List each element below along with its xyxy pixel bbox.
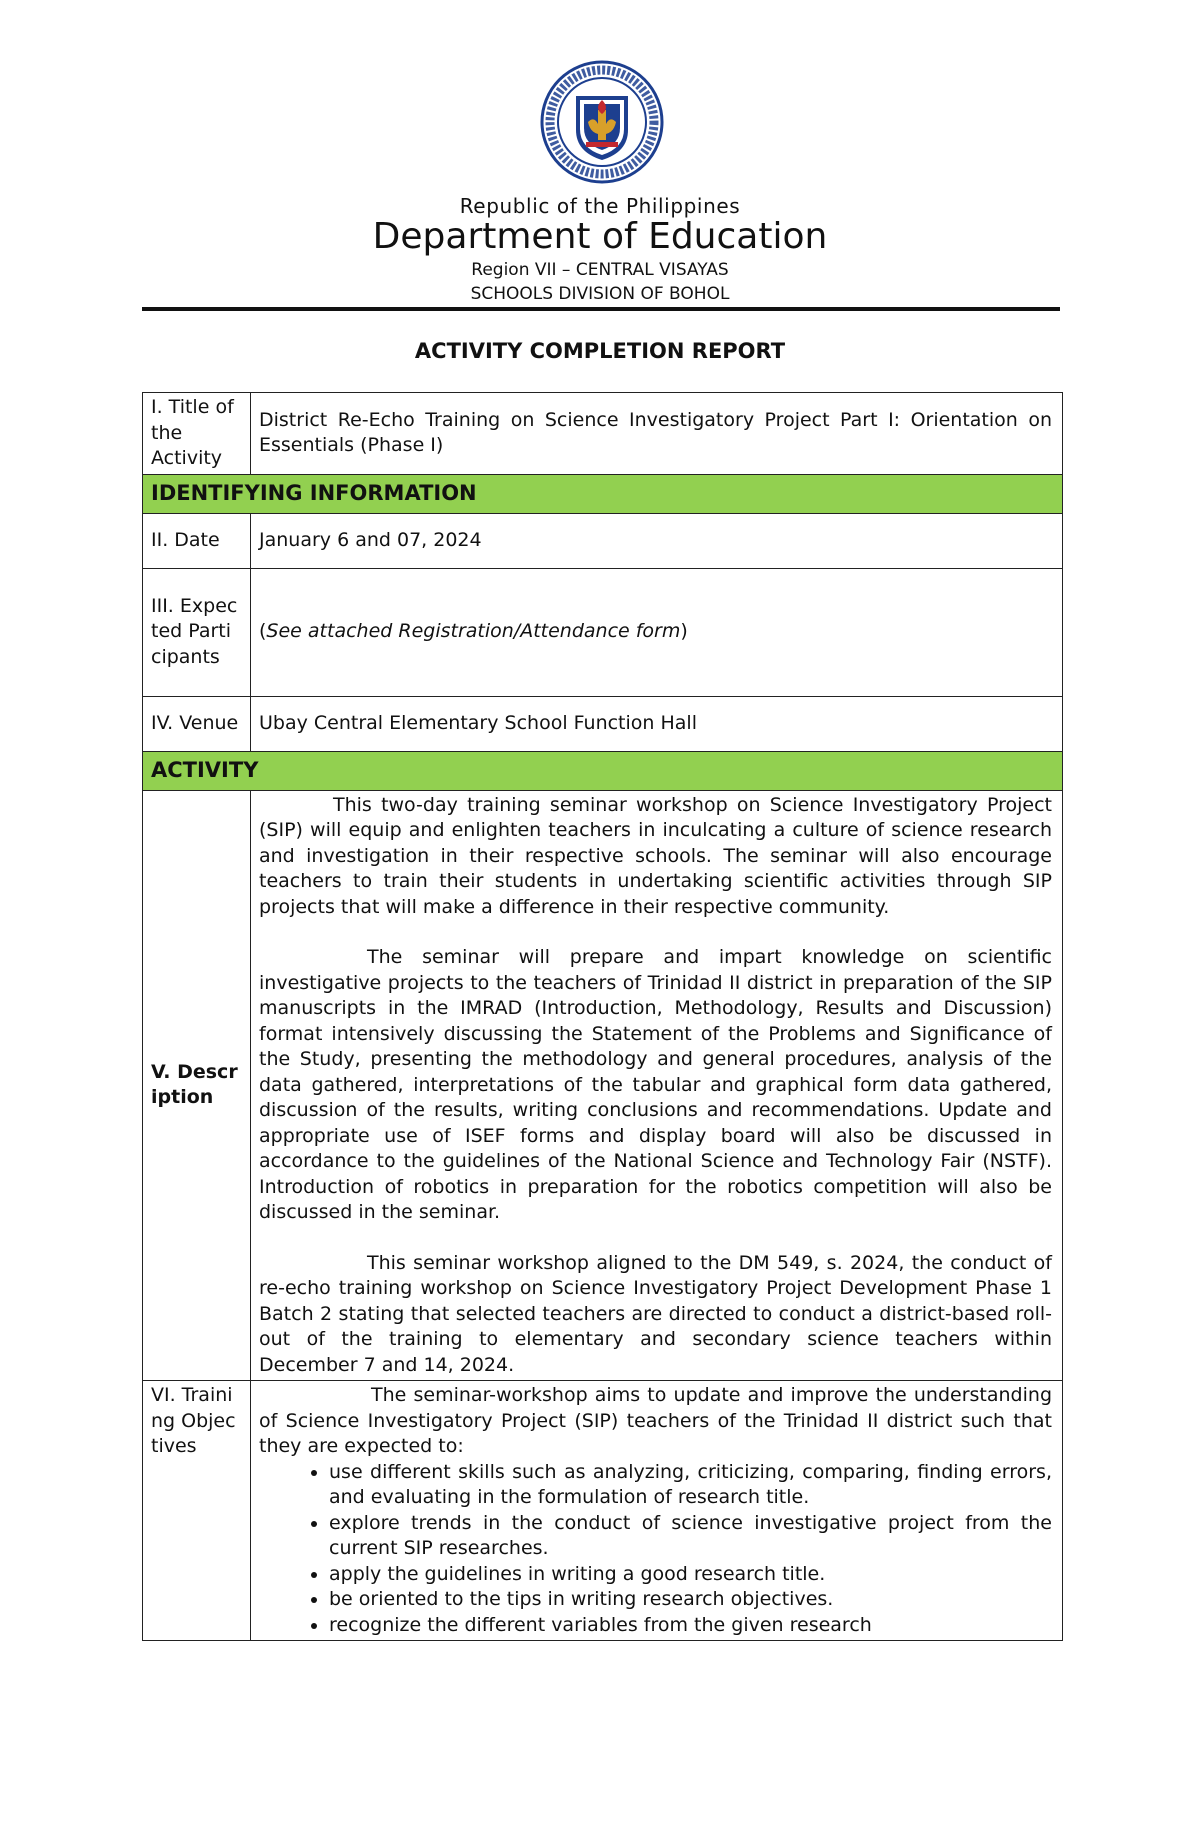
description-label: V. Description	[143, 790, 251, 1381]
report-table	[142, 392, 1063, 1641]
objective-item: • apply the guidelines in writing a good research title.	[329, 1562, 1052, 1588]
section-identifying-row	[143, 474, 1063, 513]
title-value: District Re-Echo Training on Science Investigatory Project Part I: Orientation on Essentials (Phase I)	[251, 393, 1063, 475]
participants-value: (See attached Registration/Attendance form)	[251, 568, 1063, 696]
deped-seal-logo	[540, 60, 664, 184]
participants-label: III. Expected Participants	[143, 568, 251, 696]
region-line: Region VII – CENTRAL VISAYAS	[471, 260, 729, 280]
participants-note: See attached Registration/Attendance form	[266, 620, 681, 643]
objectives-row	[143, 1381, 1063, 1641]
objectives-value	[251, 1381, 1063, 1641]
objectives-intro: The seminar-workshop aims to update and improve the understanding of Science Investigatory Project (SIP) teachers of the Trinidad II district such that they are expected to:	[259, 1384, 1052, 1457]
description-paragraph-3: This seminar workshop aligned to the DM 549, s. 2024, the conduct of re-echo training workshop on Science Investigatory Project Development Phase 1 Batch 2 stating that selected teachers are directed to conduct a district-based roll-out of the training to elementary and secondary science teachers within December 7 and 14, 2024.	[259, 1251, 1052, 1376]
objective-item: • explore trends in the conduct of science investigative project from the current SIP researches.	[329, 1511, 1052, 1562]
date-row	[143, 513, 1063, 568]
report-title: ACTIVITY COMPLETION REPORT	[414, 339, 786, 363]
header-divider	[142, 307, 1060, 311]
section-activity-row	[143, 751, 1063, 790]
description-value	[251, 790, 1063, 1381]
venue-row	[143, 696, 1063, 751]
objective-item: • recognize the different variables from the given research	[329, 1613, 1052, 1639]
section-activity-heading: ACTIVITY	[143, 751, 1063, 790]
objectives-list	[259, 1460, 1052, 1639]
objective-item: • use different skills such as analyzing, criticizing, comparing, finding errors, and evaluating in the formulation of research title.	[329, 1460, 1052, 1511]
title-row	[143, 393, 1063, 475]
venue-label: IV. Venue	[143, 696, 251, 751]
objective-item: • be oriented to the tips in writing research objectives.	[329, 1587, 1052, 1613]
section-identifying-heading: IDENTIFYING INFORMATION	[143, 474, 1063, 513]
department-title: Department of Education	[372, 216, 828, 257]
description-paragraph-2: The seminar will prepare and impart knowledge on scientific investigative projects to the teachers of Trinidad II district in preparation of the SIP manuscripts in the IMRAD (Introduction, Methodology, Results and Discussion) format intensively discussing the Statement of the Problems and Significance of the Study, presenting the methodology and general procedures, analysis of the data gathered, interpretations of the tabular and graphical form data gathered, discussion of the results, writing conclusions and recommendations. Update and appropriate use of ISEF forms and display board will also be discussed in accordance to the guidelines of the National Science and Technology Fair (NSTF). Introduction of robotics in preparation for the robotics competition will also be discussed in the seminar.	[259, 946, 1052, 1223]
republic-line: Republic of the Philippines	[459, 194, 741, 218]
date-label: II. Date	[143, 513, 251, 568]
division-line: SCHOOLS DIVISION OF BOHOL	[470, 284, 730, 304]
objectives-label: VI. Training Objectives	[143, 1381, 251, 1641]
venue-value: Ubay Central Elementary School Function Hall	[251, 696, 1063, 751]
title-label: I. Title of the Activity	[143, 393, 251, 475]
description-row	[143, 790, 1063, 1381]
participants-row	[143, 568, 1063, 696]
description-paragraph-1: This two-day training seminar workshop on Science Investigatory Project (SIP) will equip and enlighten teachers in inculcating a culture of science research and investigation in their respective schools. The seminar will also encourage teachers to train their students in undertaking scientific activities through SIP projects that will make a difference in their respective community.	[259, 793, 1052, 918]
date-value: January 6 and 07, 2024	[251, 513, 1063, 568]
